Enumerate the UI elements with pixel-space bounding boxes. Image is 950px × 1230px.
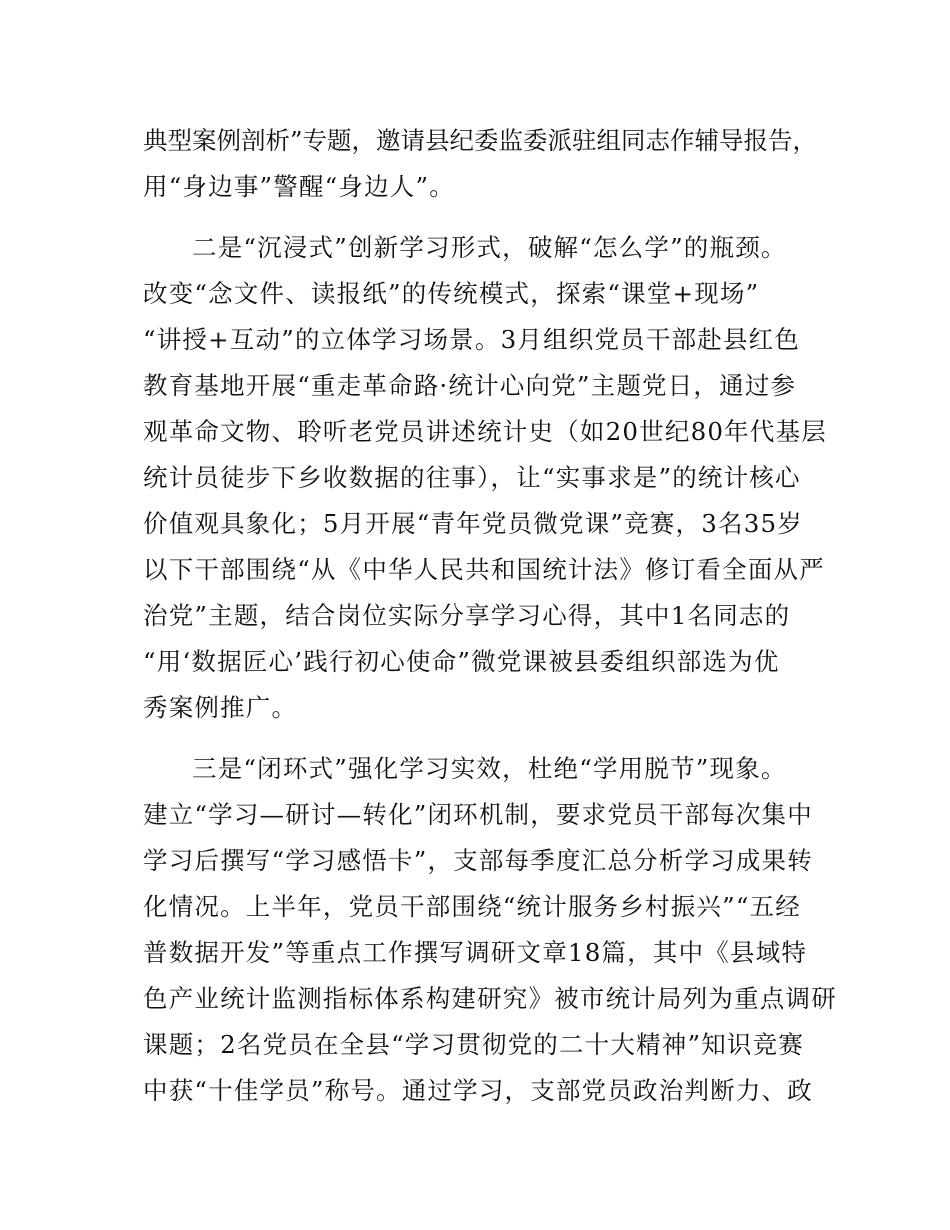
text-line: 典型案例剖析”专题，邀请县纪委监委派驻组同志作辅导报告， (143, 126, 818, 155)
text-line: 教育基地开展“重走革命路·统计心向党”主题党日，通过参 (143, 371, 797, 400)
text-line: 统计员徒步下乡收数据的往事），让“实事求是”的统计核心 (143, 463, 801, 492)
paragraph-first-line: 二是“沉浸式”创新学习形式，破解“怎么学”的瓶颈。 (192, 233, 787, 262)
text-line: 学习后撰写“学习感悟卡”，支部每季度汇总分析学习成果转 (143, 846, 813, 875)
text-line: 以下干部围绕“从《中华人民共和国统计法》修订看全面从严 (143, 555, 825, 584)
paragraph-gap (143, 731, 808, 746)
paragraph-first-line: 三是“闭环式”强化学习实效，杜绝“学用脱节”现象。 (192, 754, 787, 783)
text-line: 普数据开发”等重点工作撰写调研文章18篇，其中《县域特 (143, 938, 808, 967)
text-line: 治党”主题，结合岗位实际分享学习心得，其中1名同志的 (143, 601, 791, 630)
body-text (143, 118, 837, 1114)
text-line: 中获“十佳学员”称号。通过学习，支部党员政治判断力、政 (143, 1076, 813, 1105)
text-line: “讲授+互动”的立体学习场景。3月组织党员干部赴县红色 (143, 325, 801, 354)
text-line: 改变“念文件、读报纸”的传统模式，探索“课堂+现场” (143, 279, 760, 308)
text-line: 建立“学习—研讨—转化”闭环机制，要求党员干部每次集中 (143, 800, 813, 829)
text-line: 价值观具象化；5月开展“青年党员微党课”竞赛，3名35岁 (143, 509, 803, 538)
text-line: 色产业统计监测指标体系构建研究》被市统计局列为重点调研 (143, 984, 837, 1013)
text-line: 用“身边事”警醒“身边人”。 (143, 172, 455, 201)
text-line: 秀案例推广。 (143, 693, 298, 722)
paragraph-gap (143, 210, 808, 225)
text-line: “用‘数据匠心’践行初心使命”微党课被县委组织部选为优 (143, 647, 780, 676)
text-line: 课题；2名党员在全县“学习贯彻党的二十大精神”知识竞赛 (143, 1030, 805, 1059)
text-line: 观革命文物、聆听老党员讲述统计史（如20世纪80年代基层 (143, 417, 827, 446)
text-line: 化情况。上半年，党员干部围绕“统计服务乡村振兴”“五经 (143, 892, 801, 921)
